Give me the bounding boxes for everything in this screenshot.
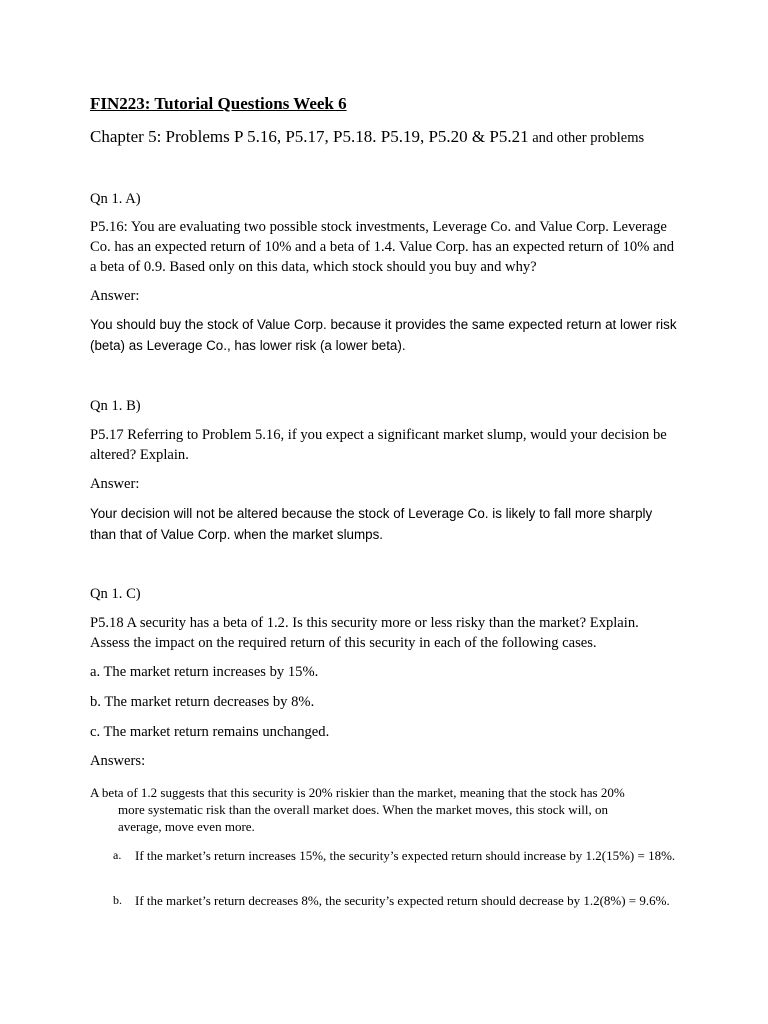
list-item-marker: a. <box>113 848 122 862</box>
q1b-heading: Qn 1. B) <box>90 398 141 414</box>
chapter-main-text: Chapter 5: Problems P 5.16, P5.17, P5.18. P5.19, P5.20 & P5.21 <box>90 127 529 146</box>
list-item-text: If the market’s return increases 15%, the security’s expected return should increase by 1.2(15%) = 18%. <box>135 848 676 863</box>
list-item-marker: b. <box>113 893 122 907</box>
q1c-heading: Qn 1. C) <box>90 586 141 602</box>
q1c-answer-line1: A beta of 1.2 suggests that this security is 20% riskier than the market, meaning that the stock has 20% <box>90 785 625 800</box>
q1c-question: P5.18 A security has a beta of 1.2. Is this security more or less risky than the market? Explain. Assess the impact on the required return of this security in each of the following cases. <box>90 615 639 651</box>
document-title: FIN223: Tutorial Questions Week 6 <box>90 94 347 113</box>
list-item-text: If the market’s return decreases 8%, the security’s expected return should decrease by 1.2(8%) = 9.6%. <box>135 893 670 908</box>
q1c-answer-line3: average, move even more. <box>118 819 255 834</box>
q1a-heading: Qn 1. A) <box>90 191 141 207</box>
chapter-tail-text: and other problems <box>528 130 645 146</box>
q1a-answer: You should buy the stock of Value Corp. because it provides the same expected return at lower risk (beta) as Leverage Co., has lower risk (a lower beta). <box>90 317 677 353</box>
q1c-case-c: c. The market return remains unchanged. <box>90 724 330 740</box>
q1c-answer-label: Answers: <box>90 753 146 769</box>
q1c-case-b: b. The market return decreases by 8%. <box>90 694 315 710</box>
list-item <box>113 847 683 883</box>
q1b-question: P5.17 Referring to Problem 5.16, if you expect a significant market slump, would your decision be altered? Explain. <box>90 427 667 463</box>
chapter-line <box>90 126 680 149</box>
q1c-answer-line2: more systematic risk than the overall market does. When the market moves, this stock will, on <box>118 802 609 817</box>
q1a-question: P5.16: You are evaluating two possible stock investments, Leverage Co. and Value Corp. Leverage Co. has an expected return of 10% and a beta of 1.4. Value Corp. has an expected return of 10% and a beta of 0.9. Based only on this data, which stock should you buy and why? <box>90 219 675 275</box>
q1a-answer-label: Answer: <box>90 288 140 304</box>
q1b-answer: Your decision will not be altered because the stock of Leverage Co. is likely to fall more sharply than that of Value Corp. when the market slumps. <box>90 506 653 542</box>
q1c-answer-text <box>90 784 670 835</box>
q1b-answer-label: Answer: <box>90 476 140 492</box>
list-item <box>113 892 683 928</box>
q1c-case-a: a. The market return increases by 15%. <box>90 664 319 680</box>
